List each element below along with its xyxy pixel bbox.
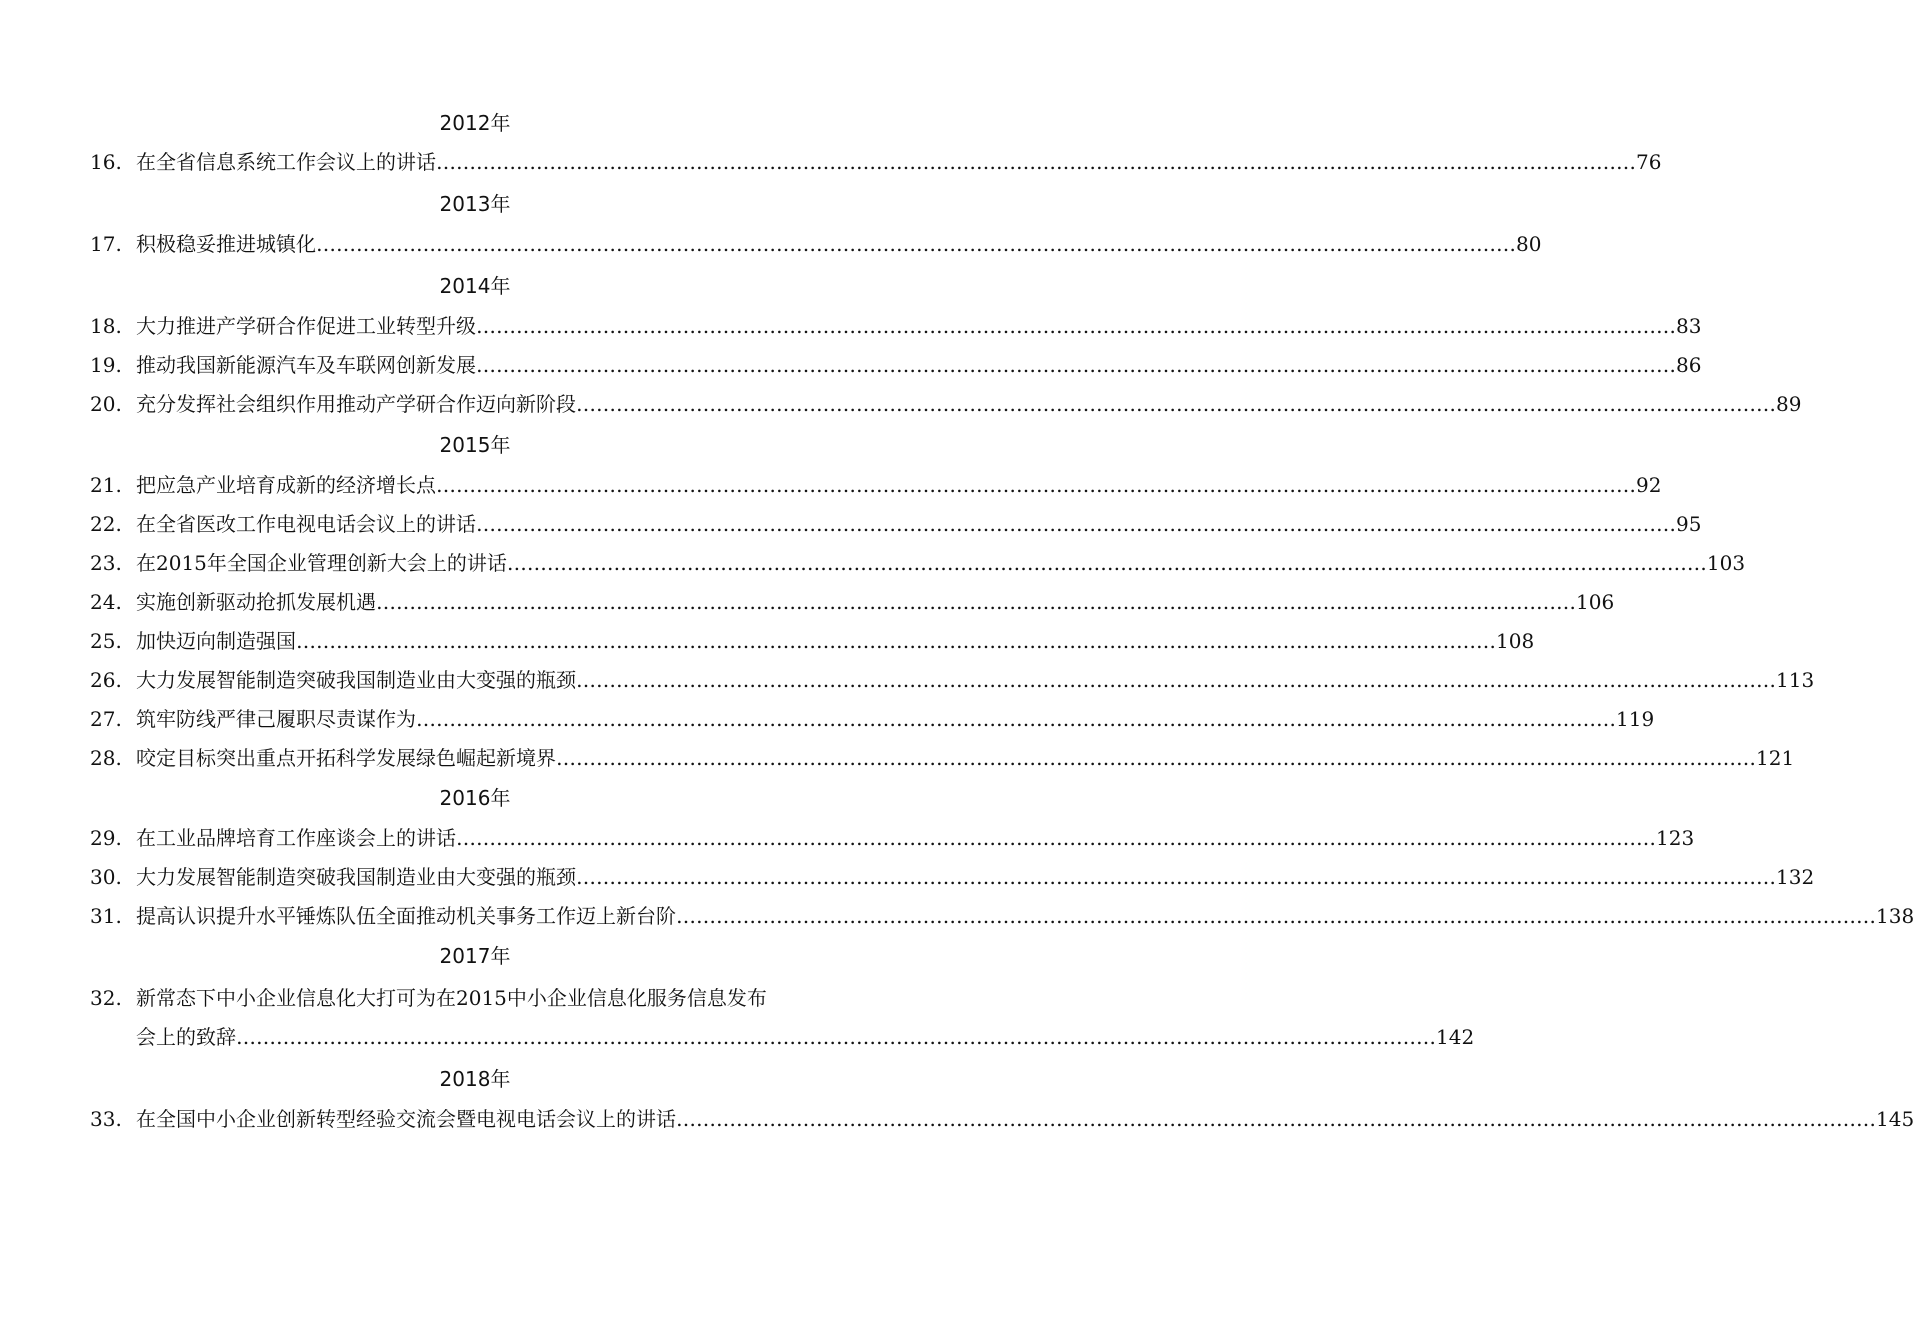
year-heading: 2013年 <box>439 192 511 216</box>
dot-leader: ……………………………………………………………………………………………………………………………………………………………… <box>436 473 1636 497</box>
entry-number: 26. <box>90 668 122 692</box>
toc-entry[interactable] <box>90 667 1815 693</box>
dot-leader: ……………………………………………………………………………………………………………………………………………………………… <box>556 746 1756 770</box>
entry-page-number: 80 <box>1516 232 1542 256</box>
dot-leader: ……………………………………………………………………………………………………………………………………………………………… <box>676 1107 1876 1131</box>
year-heading: 2012年 <box>439 111 511 135</box>
entry-page-number: 132 <box>1776 865 1815 889</box>
dot-leader: ……………………………………………………………………………………………………………………………………………………………… <box>376 590 1576 614</box>
dot-leader: ……………………………………………………………………………………………………………………………………………………………… <box>436 150 1636 174</box>
entry-number: 20. <box>90 392 122 416</box>
entry-page-number: 113 <box>1776 668 1815 692</box>
entry-number: 30. <box>90 865 122 889</box>
entry-title: 咬定目标突出重点开拓科学发展绿色崛起新境界 <box>136 746 556 770</box>
entry-title: 在2015年全国企业管理创新大会上的讲话 <box>136 551 507 575</box>
toc-entry-continuation[interactable] <box>136 1024 1475 1050</box>
dot-leader: ……………………………………………………………………………………………………………………………………………………………… <box>576 668 1776 692</box>
entry-title: 实施创新驱动抢抓发展机遇 <box>136 590 376 614</box>
entry-number: 19. <box>90 353 122 377</box>
entry-page-number: 76 <box>1636 150 1662 174</box>
toc-entry[interactable] <box>90 745 1795 771</box>
entry-number: 32. <box>90 986 122 1010</box>
toc-entry[interactable] <box>90 589 1615 615</box>
entry-page-number: 145 <box>1876 1107 1914 1131</box>
dot-leader: ……………………………………………………………………………………………………………………………………………………………… <box>296 629 1496 653</box>
toc-entry[interactable] <box>90 628 1535 654</box>
entry-number: 33. <box>90 1107 122 1131</box>
toc-entry[interactable] <box>90 313 1702 339</box>
dot-leader: ……………………………………………………………………………………………………………………………………………………………… <box>416 707 1616 731</box>
entry-page-number: 108 <box>1496 629 1535 653</box>
dot-leader: ……………………………………………………………………………………………………………………………………………………………… <box>476 512 1676 536</box>
entry-page-number: 103 <box>1706 551 1746 575</box>
dot-leader: ……………………………………………………………………………………………………………………………………………………………… <box>456 826 1656 850</box>
entry-page-number: 123 <box>1656 826 1695 850</box>
dot-leader: ……………………………………………………………………………………………………………………………………………………………… <box>476 353 1676 377</box>
entry-page-number: 121 <box>1756 746 1795 770</box>
entry-title: 提高认识提升水平锤炼队伍全面推动机关事务工作迈上新台阶 <box>136 904 676 928</box>
toc-entry[interactable] <box>90 511 1702 537</box>
dot-leader: ……………………………………………………………………………………………………………………………………………………………… <box>236 1025 1436 1049</box>
toc-entry[interactable] <box>90 985 860 1011</box>
toc-entry[interactable] <box>90 149 1662 175</box>
entry-number: 25. <box>90 629 122 653</box>
entry-number: 29. <box>90 826 122 850</box>
dot-leader: ……………………………………………………………………………………………………………………………………………………………… <box>576 392 1776 416</box>
entry-number: 28. <box>90 746 122 770</box>
entry-page-number: 95 <box>1676 512 1702 536</box>
dot-leader: ……………………………………………………………………………………………………………………………………………………………… <box>506 551 1707 575</box>
entry-title: 加快迈向制造强国 <box>136 629 296 653</box>
entry-page-number: 119 <box>1616 707 1655 731</box>
entry-title: 在工业品牌培育工作座谈会上的讲话 <box>136 826 456 850</box>
year-heading: 2016年 <box>439 786 511 810</box>
entry-page-number: 86 <box>1676 353 1702 377</box>
entry-number: 22. <box>90 512 122 536</box>
entry-number: 18. <box>90 314 122 338</box>
entry-number: 23. <box>90 551 122 575</box>
dot-leader: ……………………………………………………………………………………………………………………………………………………………… <box>476 314 1676 338</box>
entry-page-number: 83 <box>1676 314 1702 338</box>
entry-page-number: 89 <box>1776 392 1802 416</box>
entry-number: 17. <box>90 232 122 256</box>
entry-title: 大力发展智能制造突破我国制造业由大变强的瓶颈 <box>136 865 576 889</box>
toc-entry[interactable] <box>90 391 1802 417</box>
entry-page-number: 142 <box>1436 1025 1475 1049</box>
year-heading: 2017年 <box>439 944 511 968</box>
toc-entry[interactable] <box>90 825 1695 851</box>
toc-entry[interactable] <box>90 472 1662 498</box>
entry-page-number: 92 <box>1636 473 1662 497</box>
entry-title: 积极稳妥推进城镇化 <box>136 232 316 256</box>
entry-title: 充分发挥社会组织作用推动产学研合作迈向新阶段 <box>136 392 576 416</box>
entry-title: 把应急产业培育成新的经济增长点 <box>136 473 436 497</box>
toc-entry[interactable] <box>90 1106 1914 1132</box>
dot-leader: ……………………………………………………………………………………………………………………………………………………………… <box>576 865 1776 889</box>
entry-title: 在全省信息系统工作会议上的讲话 <box>136 150 436 174</box>
entry-title: 大力发展智能制造突破我国制造业由大变强的瓶颈 <box>136 668 576 692</box>
entry-title: 大力推进产学研合作促进工业转型升级 <box>136 314 476 338</box>
entry-title: 在全国中小企业创新转型经验交流会暨电视电话会议上的讲话 <box>136 1107 676 1131</box>
entry-number: 16. <box>90 150 122 174</box>
toc-entry[interactable] <box>90 550 1746 576</box>
entry-title: 筑牢防线严律己履职尽责谋作为 <box>136 707 416 731</box>
entry-page-number: 138 <box>1876 904 1914 928</box>
year-heading: 2018年 <box>439 1067 511 1091</box>
entry-page-number: 106 <box>1576 590 1615 614</box>
entry-number: 24. <box>90 590 122 614</box>
entry-number: 31. <box>90 904 122 928</box>
toc-entry[interactable] <box>90 864 1815 890</box>
year-heading: 2015年 <box>439 433 511 457</box>
entry-title-continuation: 会上的致辞 <box>136 1025 236 1049</box>
entry-title: 在全省医改工作电视电话会议上的讲话 <box>136 512 476 536</box>
toc-entry[interactable] <box>90 231 1542 257</box>
dot-leader: ……………………………………………………………………………………………………………………………………………………………… <box>316 232 1516 256</box>
entry-title: 推动我国新能源汽车及车联网创新发展 <box>136 353 476 377</box>
toc-entry[interactable] <box>90 352 1702 378</box>
toc-entry[interactable] <box>90 706 1655 732</box>
entry-number: 27. <box>90 707 122 731</box>
year-heading: 2014年 <box>439 274 511 298</box>
toc-entry[interactable] <box>90 903 1914 929</box>
entry-title: 新常态下中小企业信息化大打可为在2015中小企业信息化服务信息发布 <box>136 986 767 1010</box>
dot-leader: ……………………………………………………………………………………………………………………………………………………………… <box>676 904 1876 928</box>
entry-number: 21. <box>90 473 122 497</box>
